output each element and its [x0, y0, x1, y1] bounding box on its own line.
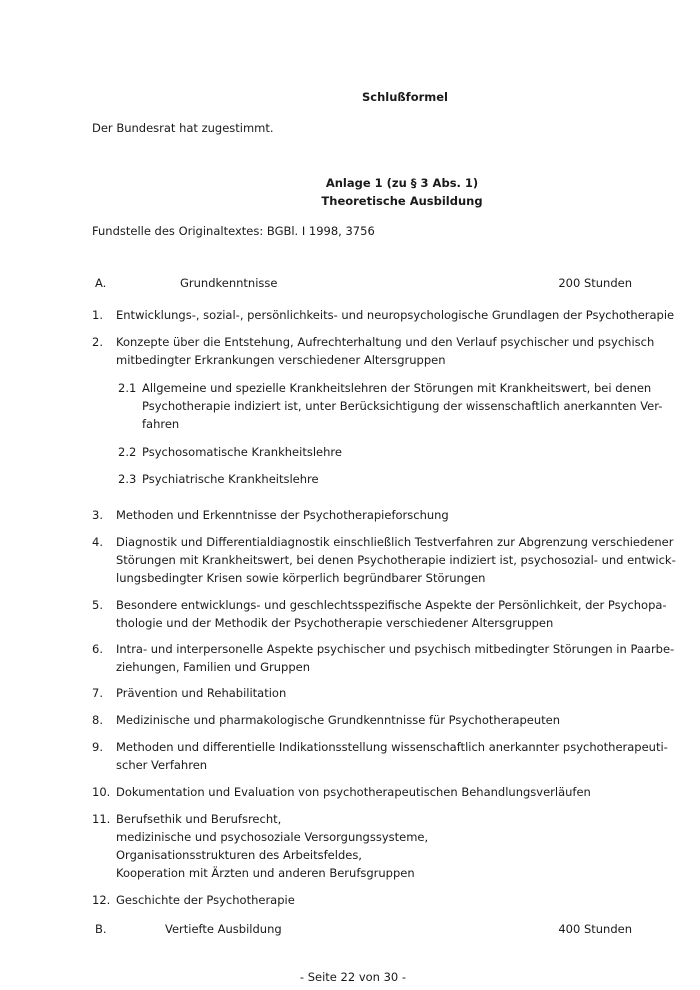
item-text: Berufsethik und Berufsrecht, medizinische und psychosoziale Versorgungssysteme, Organisationsstrukturen des Arbeitsfeldes, Kooperation mit Ärzten und anderen Berufsgruppen	[116, 812, 429, 880]
item-text: Prävention und Rehabilitation	[116, 686, 287, 700]
item-text: Intra- und interpersonelle Aspekte psychischer und psychisch mitbedingter Störungen in Paarbe- ziehungen, Familien und Gruppen	[116, 642, 675, 674]
item-number: 1.	[92, 308, 103, 322]
item-text: Geschichte der Psychotherapie	[116, 893, 295, 907]
item-text: Dokumentation und Evaluation von psychotherapeutischen Behandlungsverläufen	[116, 785, 591, 799]
section-b-letter: B.	[95, 922, 107, 936]
subitem-text: Psychiatrische Krankheitslehre	[142, 472, 319, 486]
annex-title: Anlage 1 (zu § 3 Abs. 1)	[325, 176, 479, 190]
item-number: 9.	[92, 740, 103, 754]
item-text: Entwicklungs-, sozial-, persönlichkeits- und neuropsychologische Grundlagen der Psychotherapie	[116, 308, 675, 322]
item-number: 6.	[92, 642, 103, 656]
item-text: Medizinische und pharmakologische Grundkenntnisse für Psychotherapeuten	[116, 713, 561, 727]
item-text: Besondere entwicklungs- und geschlechtsspezifische Aspekte der Persönlichkeit, der Psychopa- thologie und der Methodik der Psychotherapie verschiedener Altersgruppen	[116, 598, 667, 630]
item-number: 10.	[92, 785, 111, 799]
section-a-title: Grundkenntnisse	[180, 276, 278, 290]
annex-subtitle: Theoretische Ausbildung	[321, 194, 483, 208]
annex-source: Fundstelle des Originaltextes: BGBl. I 1998, 3756	[92, 224, 375, 238]
item-text: Methoden und Erkenntnisse der Psychotherapieforschung	[116, 508, 449, 522]
item-number: 7.	[92, 686, 103, 700]
section-b-title: Vertiefte Ausbildung	[165, 922, 282, 936]
subitem-number: 2.3	[118, 472, 137, 486]
section-a-hours: 200 Stunden	[558, 276, 632, 290]
page-number: - Seite 22 von 30 -	[299, 970, 407, 984]
subitem-number: 2.1	[118, 381, 137, 395]
item-number: 12.	[92, 893, 111, 907]
closing-heading: Schlußformel	[362, 90, 448, 104]
section-b-hours: 400 Stunden	[558, 922, 632, 936]
item-number: 11.	[92, 812, 111, 826]
item-number: 4.	[92, 535, 103, 549]
item-number: 5.	[92, 598, 103, 612]
item-text: Diagnostik und Differentialdiagnostik einschließlich Testverfahren zur Abgrenzung verschiedener Störungen mit Krankheitswert, bei denen Psychotherapie indiziert ist, psychosozial- und entwick- lungsbedingter Krisen sowie körperlich begründbarer Störungen	[116, 535, 676, 585]
subitem-text: Psychosomatische Krankheitslehre	[142, 445, 342, 459]
subitem-text: Allgemeine und spezielle Krankheitslehren der Störungen mit Krankheitswert, bei denen Psychotherapie indiziert ist, unter Berücksichtigung der wissenschaftlich anerkannten Ver- fahren	[142, 381, 663, 431]
item-text: Konzepte über die Entstehung, Aufrechterhaltung und den Verlauf psychischer und psychisch mitbedingter Erkrankungen verschiedener Altersgruppen	[116, 335, 655, 367]
item-number: 2.	[92, 335, 103, 349]
section-a-letter: A.	[95, 276, 107, 290]
closing-text: Der Bundesrat hat zugestimmt.	[92, 121, 274, 135]
item-number: 3.	[92, 508, 103, 522]
item-text: Methoden und differentielle Indikationsstellung wissenschaftlich anerkannter psychotherapeuti- scher Verfahren	[116, 740, 668, 772]
item-number: 8.	[92, 713, 103, 727]
subitem-number: 2.2	[118, 445, 137, 459]
